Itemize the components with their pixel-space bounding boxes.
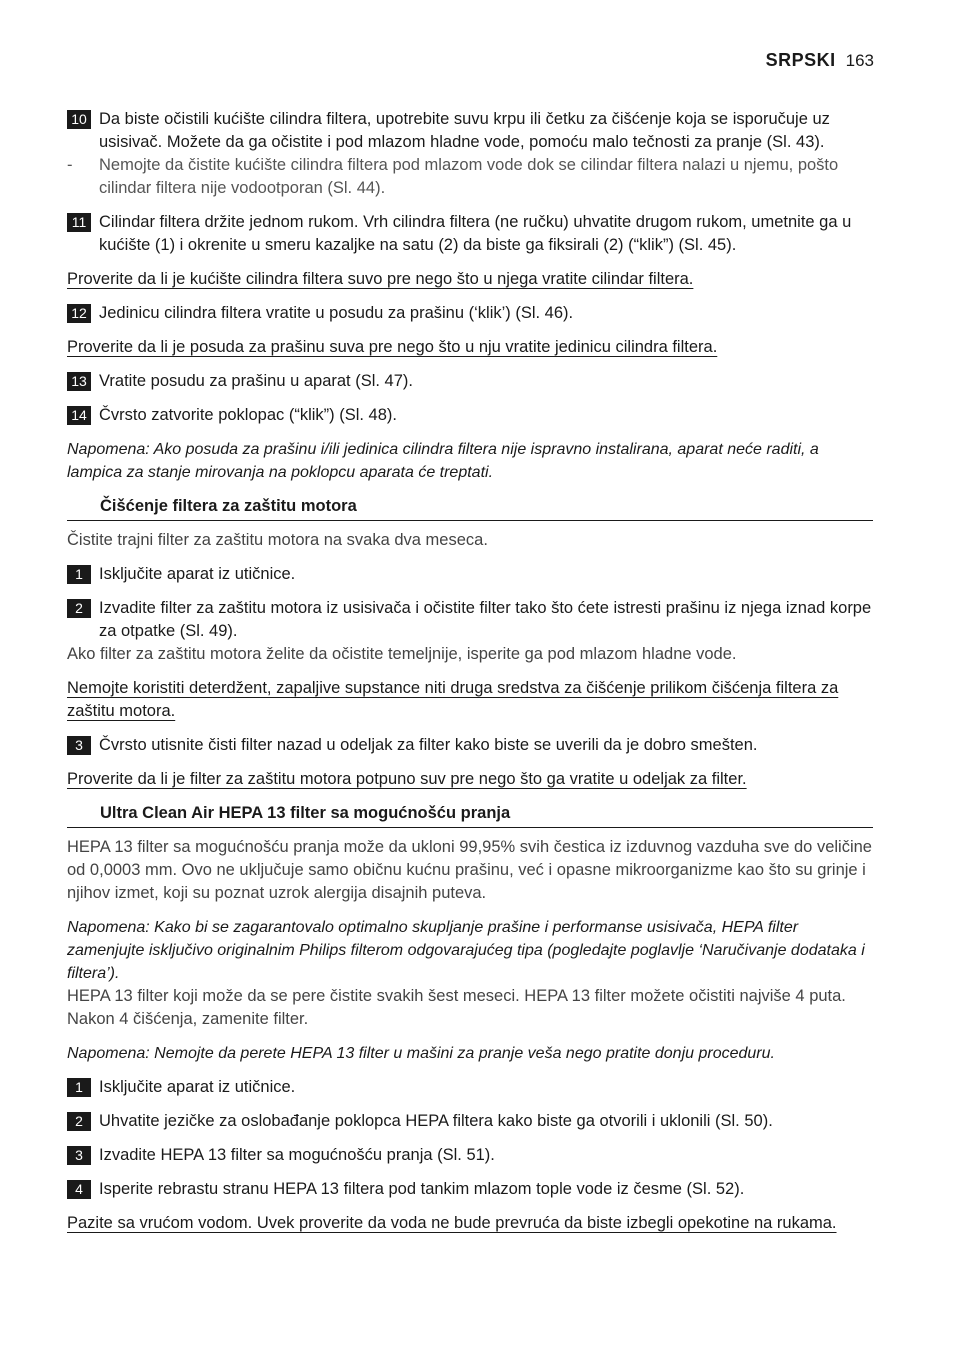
paragraph: Čistite trajni filter za zaštitu motora na svaka dva meseca. <box>67 531 488 549</box>
paragraph: HEPA 13 filter sa mogućnošću pranja može da ukloni 99,95% svih čestica iz izduvnog vazduha sve do veličine od 0,0003 mm. Ovo ne uključuje samo običnu kućnu prašinu, već i opasne mikroorganizme kao što su grinje i njihov izmet, koji su poznat uzrok alergija disajnih puteva. <box>67 838 872 902</box>
step-number: 10 <box>67 110 91 129</box>
step-11 <box>67 211 873 257</box>
warning-text <box>67 268 873 291</box>
step-text: Izvadite filter za zaštitu motora iz usisivača i očistite filter tako što ćete istresti prašinu iz njega iznad korpe za otpatke (Sl. 49). <box>99 599 872 640</box>
step-text: Isključite aparat iz utičnice. <box>99 1078 296 1096</box>
section-heading-motor-filter: Čišćenje filtera za zaštitu motora <box>67 495 873 521</box>
hepa-step-2 <box>67 1110 873 1133</box>
step-text: Čvrsto zatvorite poklopac (“klik”) (Sl. 48). <box>99 406 397 424</box>
step-text: Da biste očistili kućište cilindra filtera, upotrebite suvu krpu ili četku za čišćenje koja se isporučuje uz usisivač. Možete da ga očistite i pod mlazom hladne vode, pomoću malo tečnosti za pranje (Sl. 43). <box>99 110 830 151</box>
step-number: 3 <box>67 1146 91 1165</box>
step-1 <box>67 563 873 586</box>
step-number: 3 <box>67 736 91 755</box>
warning-content: Proverite da li je kućište cilindra filtera suvo pre nego što u njega vratite cilindar filtera. <box>67 270 694 288</box>
step-number: 4 <box>67 1180 91 1199</box>
warning-text <box>67 1212 873 1235</box>
note-text: Napomena: Nemojte da perete HEPA 13 filter u mašini za pranje veša nego pratite donju proceduru. <box>67 1045 775 1062</box>
paragraph: Ako filter za zaštitu motora želite da očistite temeljnije, isperite ga pod mlazom hladne vode. <box>67 645 737 663</box>
step-12 <box>67 302 873 325</box>
step-text: Isperite rebrastu stranu HEPA 13 filtera pod tankim mlazom tople vode iz česme (Sl. 52). <box>99 1180 745 1198</box>
warning-content: Nemojte koristiti deterdžent, zapaljive supstance niti druga sredstva za čišćenje prilikom čišćenja filtera za zaštitu motora. <box>67 679 839 720</box>
warning-text <box>67 768 873 791</box>
hepa-step-1 <box>67 1076 873 1099</box>
step-number: 11 <box>67 213 91 232</box>
note-text: Napomena: Ako posuda za prašinu i/ili jedinica cilindra filtera nije ispravno instalirana, aparat neće raditi, a lampica za stanje mirovanja na poklopcu aparata će treptati. <box>67 441 819 481</box>
step-2 <box>67 597 873 643</box>
warning-content: Pazite sa vrućom vodom. Uvek proverite da voda ne bude prevruća da biste izbegli opekotine na rukama. <box>67 1214 837 1232</box>
dash-item <box>67 154 873 200</box>
page-header <box>766 50 874 71</box>
step-13 <box>67 370 873 393</box>
warning-text <box>67 336 873 359</box>
step-14 <box>67 404 873 427</box>
note-text: Napomena: Kako bi se zagarantovalo optimalno skupljanje prašine i performanse usisivača, HEPA filter zamenjujte isključivo originalnim Philips filterom odgovarajućeg tipa (pogledajte poglavlje ‘Naručivanje dodataka i filtera’). <box>67 919 865 982</box>
step-text: Čvrsto utisnite čisti filter nazad u odeljak za filter kako biste se uverili da je dobro smešten. <box>99 736 758 754</box>
step-text: Isključite aparat iz utičnice. <box>99 565 296 583</box>
step-number: 2 <box>67 599 91 618</box>
step-text: Jedinicu cilindra filtera vratite u posudu za prašinu (‘klik’) (Sl. 46). <box>99 304 574 322</box>
step-number: 13 <box>67 372 91 391</box>
dash-text: Nemojte da čistite kućište cilindra filtera pod mlazom vode dok se cilindar filtera nalazi u njemu, pošto cilindar filtera nije vodootporan (Sl. 44). <box>99 156 839 197</box>
step-text: Cilindar filtera držite jednom rukom. Vrh cilindra filtera (ne ručku) uhvatite drugom rukom, umetnite ga u kućište (1) i okrenite u smeru kazaljke na satu (2) da biste ga fiksirali (2) (“klik”) (Sl. 45). <box>99 213 852 254</box>
step-text: Izvadite HEPA 13 filter sa mogućnošću pranja (Sl. 51). <box>99 1146 495 1164</box>
step-3 <box>67 734 873 757</box>
hepa-step-3 <box>67 1144 873 1167</box>
step-number: 1 <box>67 1078 91 1097</box>
page-number: 163 <box>845 51 874 70</box>
section-heading-hepa-filter: Ultra Clean Air HEPA 13 filter sa mogućnošću pranja <box>67 802 873 828</box>
warning-content: Proverite da li je posuda za prašinu suva pre nego što u nju vratite jedinicu cilindra filtera. <box>67 338 718 356</box>
step-10 <box>67 108 873 154</box>
step-number: 14 <box>67 406 91 425</box>
step-number: 12 <box>67 304 91 323</box>
hepa-step-4 <box>67 1178 873 1201</box>
warning-text <box>67 677 873 723</box>
paragraph: HEPA 13 filter koji može da se pere čistite svakih šest meseci. HEPA 13 filter možete očistiti najviše 4 puta. Nakon 4 čišćenja, zamenite filter. <box>67 987 846 1028</box>
warning-content: Proverite da li je filter za zaštitu motora potpuno suv pre nego što ga vratite u odeljak za filter. <box>67 770 747 788</box>
language-label: SRPSKI <box>765 50 836 70</box>
step-number: 1 <box>67 565 91 584</box>
step-text: Uhvatite jezičke za oslobađanje poklopca HEPA filtera kako biste ga otvorili i uklonili (Sl. 50). <box>99 1112 773 1130</box>
step-number: 2 <box>67 1112 91 1131</box>
dash-mark: - <box>67 156 73 174</box>
step-text: Vratite posudu za prašinu u aparat (Sl. 47). <box>99 372 413 390</box>
document-body <box>67 108 873 1246</box>
